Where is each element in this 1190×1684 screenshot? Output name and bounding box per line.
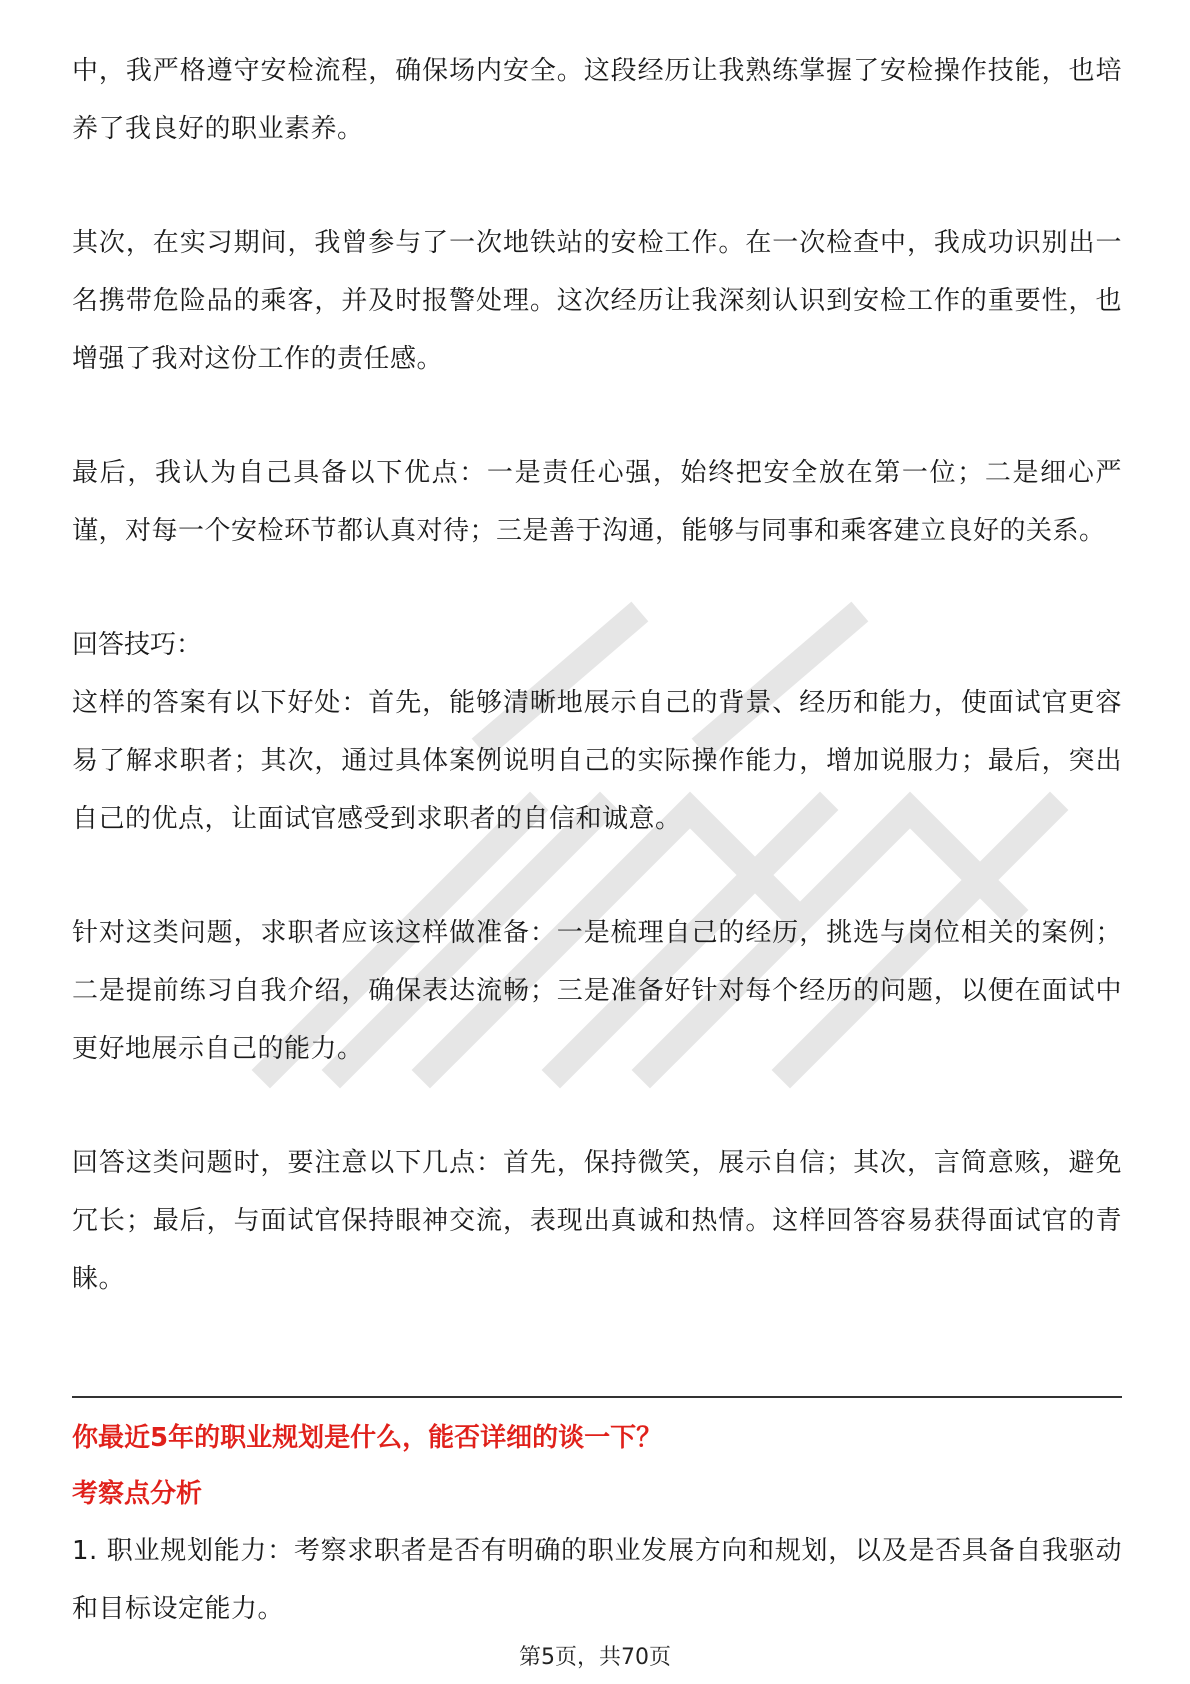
prep-paragraph: 针对这类问题，求职者应该这样做准备：一是梳理自己的经历，挑选与岗位相关的案例；二是提前练习自我介绍，确保表达流畅；三是准备好针对每个经历的问题，以便在面试中更好地展示自己的能力。 [72,918,1122,1064]
page-footer: 第5页，共70页 [519,1645,671,1670]
tips-paragraph: 这样的答案有以下好处：首先，能够清晰地展示自己的背景、经历和能力，使面试官更容易了解求职者；其次，通过具体案例说明自己的实际操作能力，增加说服力；最后，突出自己的优点，让面试官感受到求职者的自信和诚意。 [72,688,1122,834]
analysis-heading: 考察点分析 [72,1479,203,1509]
section-divider [72,1396,1122,1398]
notes-paragraph: 回答这类问题时，要注意以下几点：首先，保持微笑，展示自信；其次，言简意赅，避免冗长；最后，与面试官保持眼神交流，表现出真诚和热情。这样回答容易获得面试官的青睐。 [72,1148,1122,1294]
analysis-item: 1. 职业规划能力：考察求职者是否有明确的职业发展方向和规划，以及是否具备自我驱动和目标设定能力。 [72,1536,1122,1624]
question-heading: 你最近5年的职业规划是什么，能否详细的谈一下？ [72,1423,663,1453]
tips-label: 回答技巧： [72,630,203,660]
next-question-section [72,1410,1122,1638]
paragraph-3: 最后，我认为自己具备以下优点：一是责任心强，始终把安全放在第一位；二是细心严谨，对每一个安检环节都认真对待；三是善于沟通，能够与同事和乘客建立良好的关系。 [72,458,1122,546]
document-body [72,42,1122,1308]
paragraph-2: 其次，在实习期间，我曾参与了一次地铁站的安检工作。在一次检查中，我成功识别出一名携带危险品的乘客，并及时报警处理。这次经历让我深刻认识到安检工作的重要性，也增强了我对这份工作的责任感。 [72,228,1122,374]
paragraph-1: 中，我严格遵守安检流程，确保场内安全。这段经历让我熟练掌握了安检操作技能，也培养了我良好的职业素养。 [72,56,1122,144]
